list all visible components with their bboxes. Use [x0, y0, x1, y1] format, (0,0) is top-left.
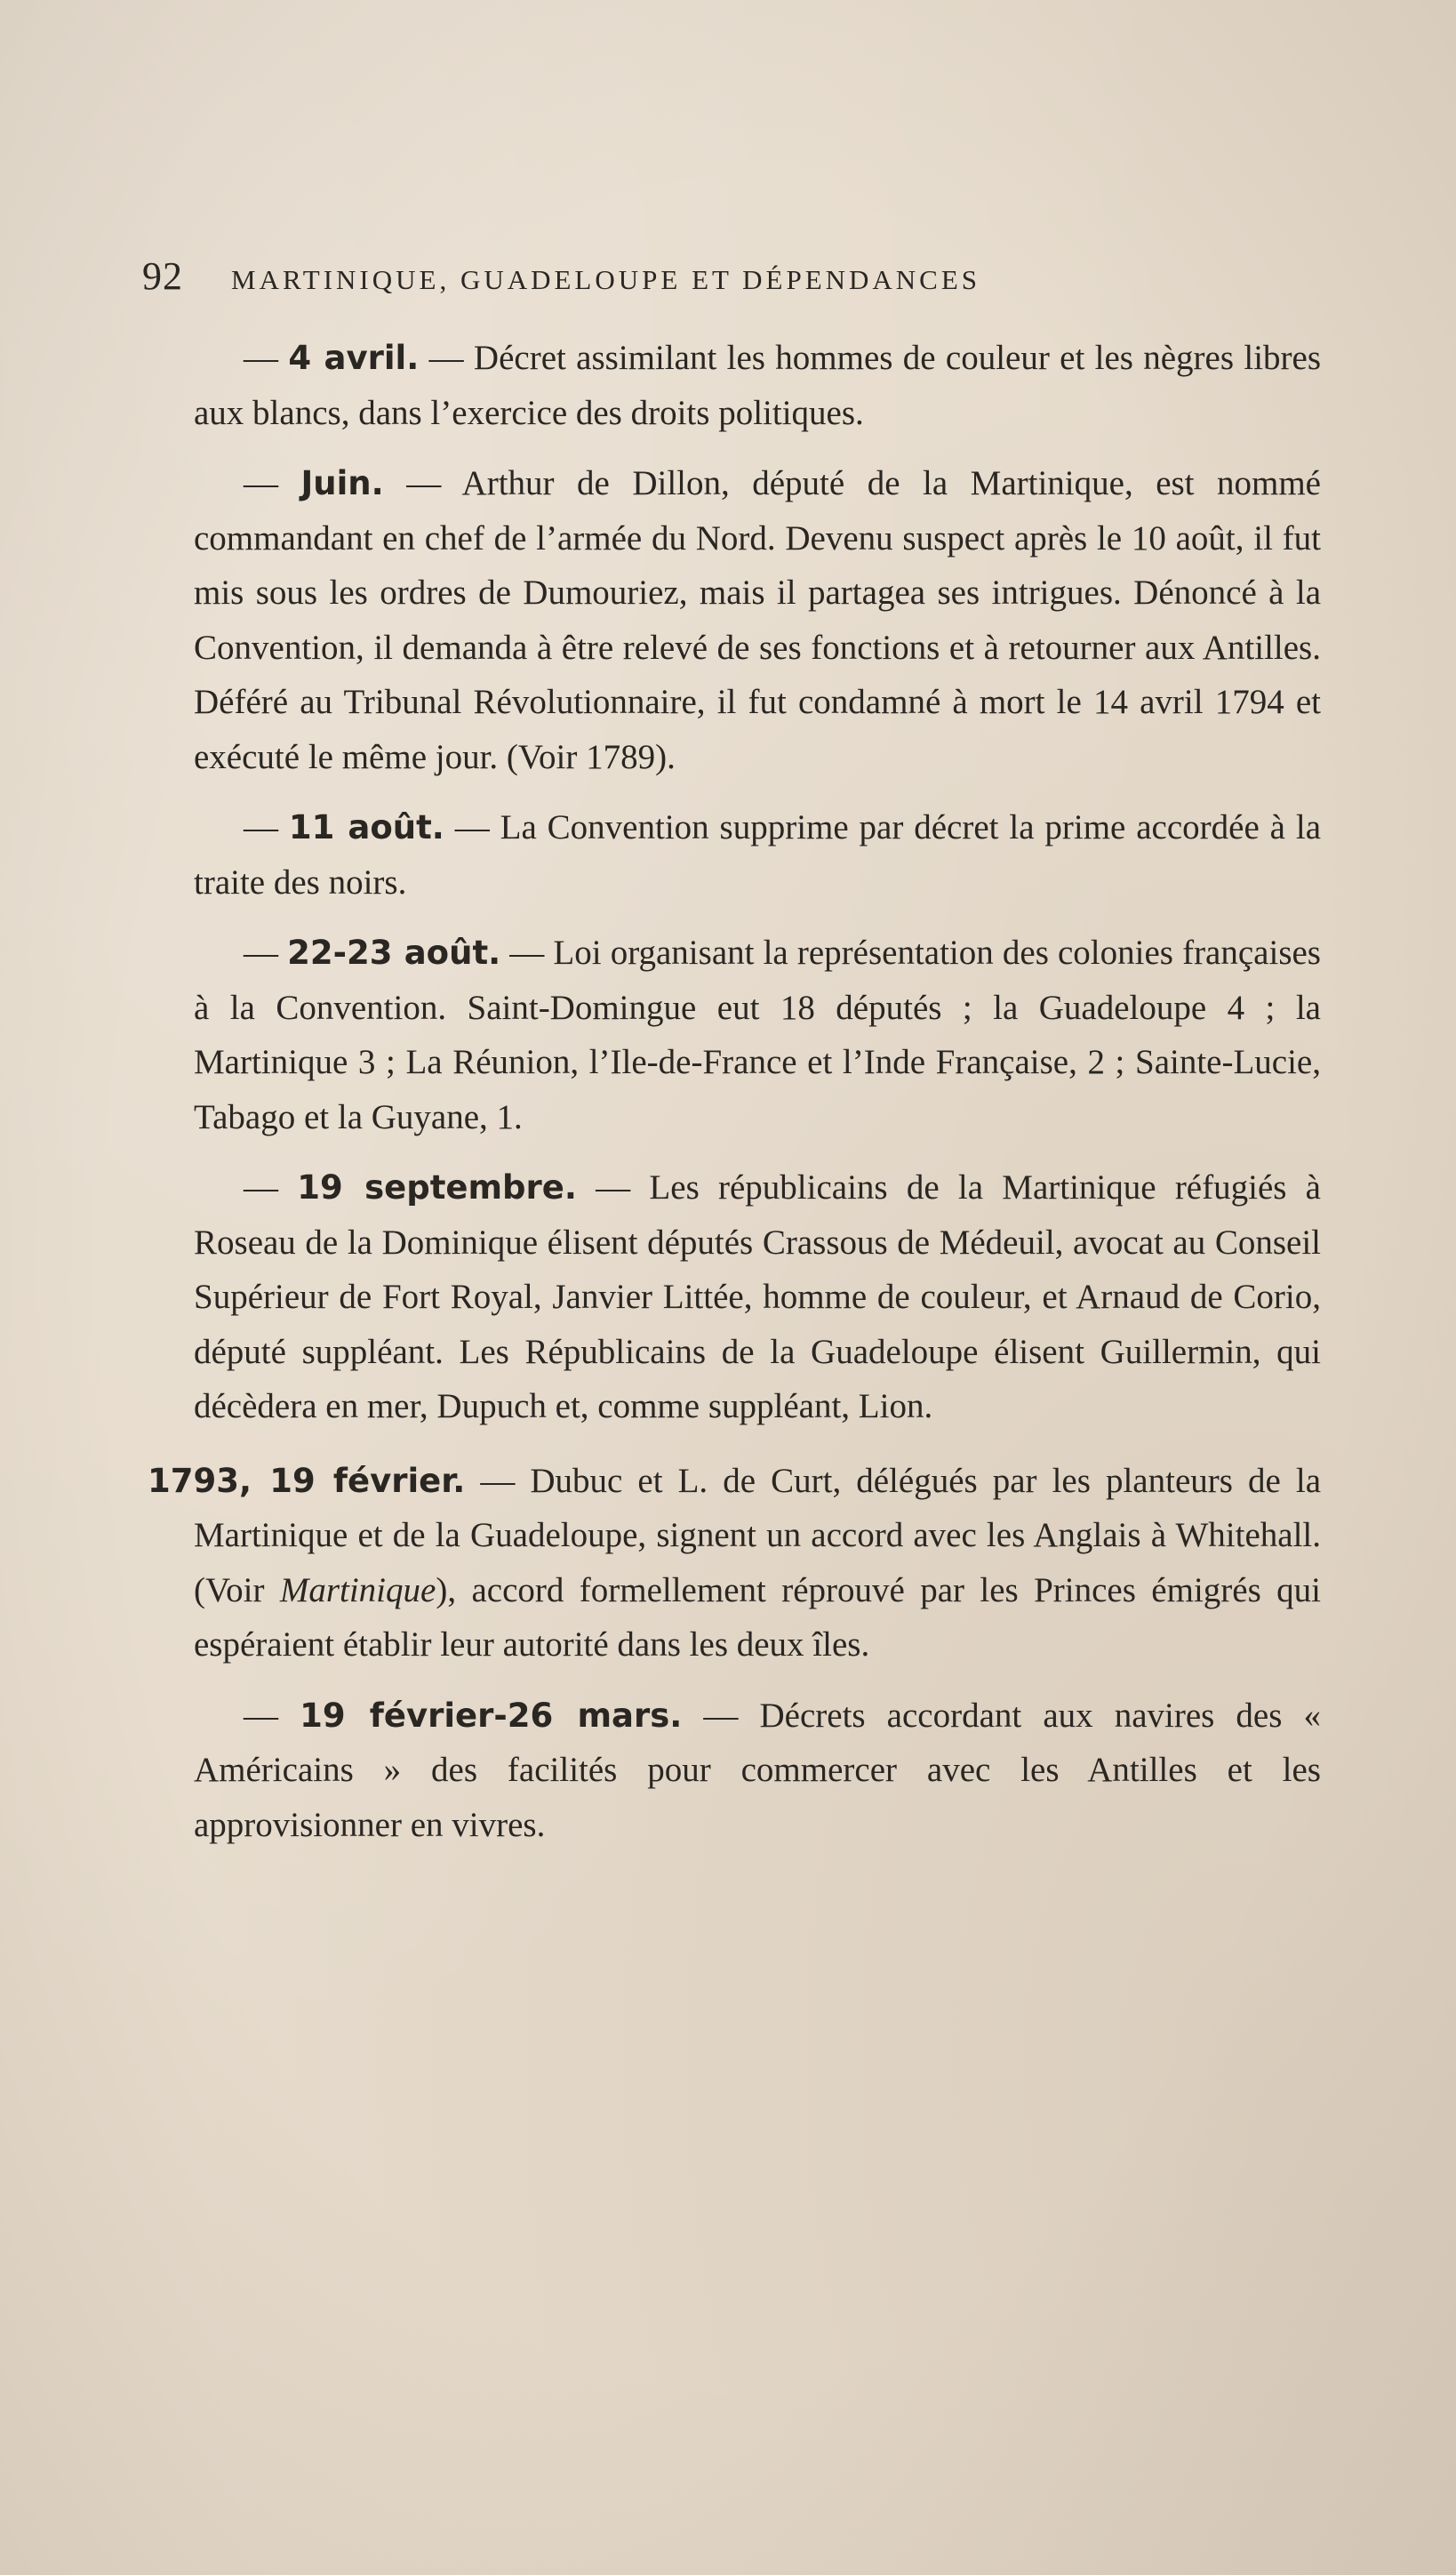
entry-text: — Décret assimilant les hommes de couleur et les nègres libres aux blancs, dans l’exercice des droits politiques. — [194, 339, 1321, 432]
entry-prefix: — — [244, 1696, 300, 1735]
entry-text: — Les républicains de la Martinique réfugiés à Roseau de la Dominique élisent députés Crassous de Médeuil, avocat au Conseil Supérieur de Fort Royal, Janvier Littée, homme de couleur, et Arnaud de Corio, député suppléant. Les Républicains de la Guadeloupe élisent Guillermin, qui décèdera en mer, Dupuch et, comme suppléant, Lion. — [194, 1168, 1321, 1425]
page-body — [148, 331, 1322, 1868]
entry-date: 19 septembre. — [297, 1168, 577, 1207]
entry-prefix: — — [244, 464, 301, 502]
entry-date: 19 février-26 mars. — [300, 1696, 683, 1735]
entry-italic-reference: Martinique — [279, 1570, 436, 1609]
running-head: MARTINIQUE, GUADELOUPE ET DÉPENDANCES — [231, 264, 981, 295]
entry-text-after: ), accord formellement réprouvé par les Princes émigrés qui espéraient établir leur autorité dans les deux îles. — [194, 1570, 1321, 1664]
entry-prefix: — — [244, 808, 289, 846]
entry-text: — Arthur de Dillon, député de la Martinique, est nommé commandant en chef de l’armée du Nord. Devenu suspect après le 10 août, il fut mis sous les ordres de Dumouriez, mais il partagea ses intrigues. Dénoncé à la Convention, il demanda à être relevé de ses fonctions et à retourner aux Antilles. Déféré au Tribunal Révolutionnaire, il fut condamné à mort le 14 avril 1794 et exécuté le même jour. (Voir 1789). — [194, 464, 1321, 776]
page-number: 92 — [142, 254, 183, 298]
entry-text: — Dubuc et L. de Curt, délégués par les planteurs de la Martinique et de la Guadeloupe, signent un accord avec les Anglais à Whitehall. (Voir — [194, 1461, 1321, 1609]
entry-19-fevrier-26-mars — [194, 1689, 1321, 1853]
entry-juin — [194, 456, 1321, 784]
entry-22-23-aout — [194, 926, 1321, 1144]
entry-text: — Loi organisant la représentation des colonies françaises à la Convention. Saint-Domingue eut 18 députés ; la Guadeloupe 4 ; la Martinique 3 ; La Réunion, l’Ile-de-France et l’Inde Française, 2 ; Sainte-Lucie, Tabago et la Guyane, 1. — [194, 934, 1321, 1136]
entry-prefix: — — [244, 934, 288, 972]
entry-4-avril — [194, 331, 1321, 440]
entry-1793-19-fevrier — [148, 1454, 1321, 1673]
entry-date: 4 avril. — [288, 339, 420, 377]
entry-date: 11 août. — [288, 808, 444, 846]
entry-11-aout — [194, 800, 1321, 910]
entry-text: — Décrets accordant aux navires des « Américains » des facilités pour commercer avec les Antilles et les approvisionner en vivres. — [194, 1696, 1322, 1844]
entry-19-septembre — [194, 1160, 1321, 1434]
entry-text: — La Convention supprime par décret la prime accordée à la traite des noirs. — [194, 808, 1322, 902]
entry-prefix: — — [244, 1168, 298, 1207]
entry-date: 22-23 août. — [287, 934, 501, 972]
entry-date: 1793, 19 février. — [148, 1461, 466, 1500]
page-header — [142, 253, 1316, 303]
entry-prefix: — — [244, 339, 289, 377]
entry-date: Juin. — [300, 464, 384, 502]
